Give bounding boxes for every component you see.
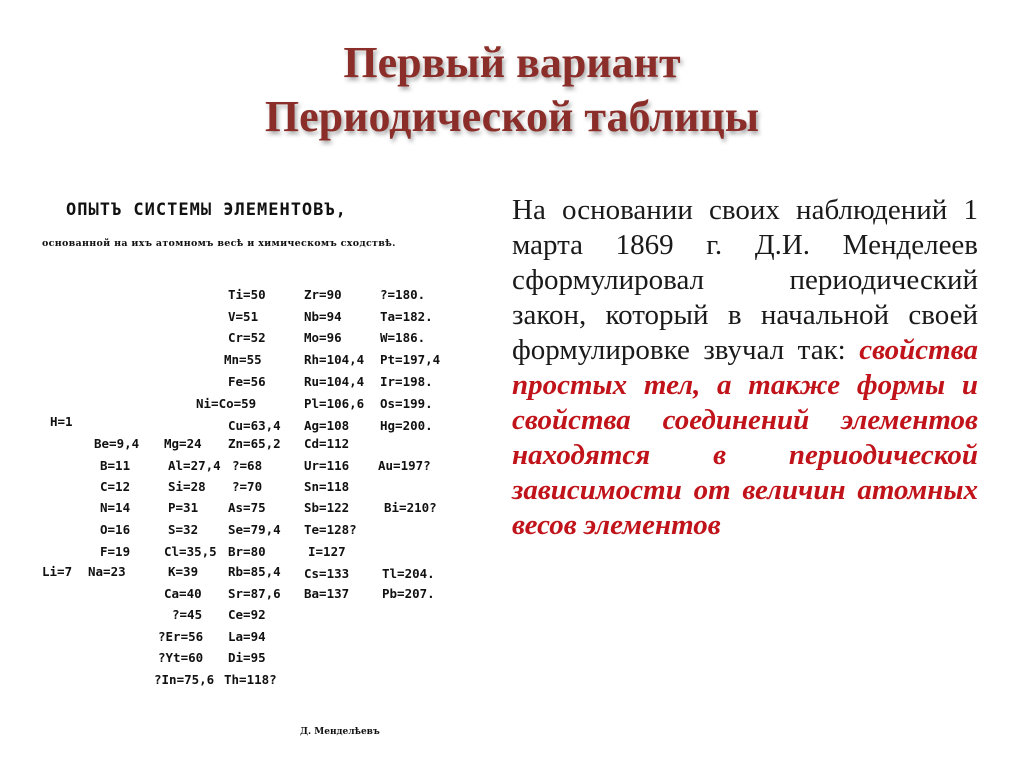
table-cell: O=16 [100, 522, 131, 537]
table-cell: As=75 [228, 500, 266, 515]
table-cell: Nb=94 [304, 309, 342, 324]
table-signature: Д. Менделѣевъ [300, 727, 380, 737]
table-cell: Tl=204. [382, 566, 435, 581]
table-cell: Te=128? [304, 522, 357, 537]
table-cell: Mg=24 [164, 436, 202, 451]
table-cell: Br=80 [228, 544, 266, 559]
table-cell: Fe=56 [228, 374, 266, 389]
table-cell: Cr=52 [228, 330, 266, 345]
table-cell: Pb=207. [382, 586, 435, 601]
table-cell: La=94 [228, 629, 266, 644]
table-cell: P=31 [168, 500, 199, 515]
table-cell: ?=70 [232, 479, 263, 494]
table-cell: W=186. [380, 330, 426, 345]
body-text-highlight: свойства простых тел, а также формы и свойства соединений элементов находятся в периодической зависимости от величин атомных весов элементов [512, 334, 978, 541]
table-cell: C=12 [100, 479, 131, 494]
table-cell: ?Yt=60 [158, 650, 204, 665]
table-cell: Au=197? [378, 458, 431, 473]
title-line-2: Периодической таблицы [264, 92, 760, 141]
table-cell: Ce=92 [228, 607, 266, 622]
table-cell: S=32 [168, 522, 199, 537]
table-cell: Mo=96 [304, 330, 342, 345]
table-cell: Ru=104,4 [304, 374, 365, 389]
table-heading: ОПЫТЪ СИСТЕМЫ ЭЛЕМЕНТОВЪ, [66, 200, 347, 220]
table-cell: H=1 [50, 414, 73, 429]
table-cell: Ti=50 [228, 287, 266, 302]
table-cell: N=14 [100, 500, 131, 515]
table-cell: Zn=65,2 [228, 436, 281, 451]
table-cell: Hg=200. [380, 418, 433, 433]
table-cell: I=127 [308, 544, 346, 559]
table-cell: Di=95 [228, 650, 266, 665]
table-cell: Be=9,4 [94, 436, 140, 451]
table-cell: ?In=75,6 [154, 672, 215, 687]
table-cell: Bi=210? [384, 500, 437, 515]
table-cell: Rh=104,4 [304, 352, 365, 367]
table-cell: Cs=133 [304, 566, 350, 581]
body-text [512, 193, 978, 543]
table-cell: Ba=137 [304, 586, 350, 601]
table-cell: Os=199. [380, 396, 433, 411]
table-cell: Cl=35,5 [164, 544, 217, 559]
table-cell: Si=28 [168, 479, 206, 494]
table-cell: F=19 [100, 544, 131, 559]
table-cell: Cu=63,4 [228, 418, 281, 433]
title-line-1: Первый вариант [343, 38, 681, 87]
mendeleev-table-scan [36, 188, 476, 758]
table-cell: Al=27,4 [168, 458, 221, 473]
table-cell: ?=180. [380, 287, 426, 302]
table-cell: Zr=90 [304, 287, 342, 302]
table-cell: ?Er=56 [158, 629, 204, 644]
table-cell: Li=7 [42, 564, 73, 579]
table-cell: Mn=55 [224, 352, 262, 367]
table-cell: Ca=40 [164, 586, 202, 601]
table-cell: B=11 [100, 458, 131, 473]
table-cell: Sr=87,6 [228, 586, 281, 601]
body-text-plain: На основании своих наблюдений 1 марта 1869 г. Д.И. Менделеев сформулировал периодический закон, который в начальной своей формулировке звучал так: [512, 194, 978, 366]
table-cell: Na=23 [88, 564, 126, 579]
table-cell: Pt=197,4 [380, 352, 441, 367]
table-cell: Ir=198. [380, 374, 433, 389]
table-subheading: основанной на ихъ атомномъ весѣ и химическомъ сходствѣ. [42, 238, 396, 249]
slide-title [0, 36, 1024, 144]
table-cell: Cd=112 [304, 436, 350, 451]
table-cell: Se=79,4 [228, 522, 281, 537]
table-cell: ?=68 [232, 458, 263, 473]
table-cell: Ur=116 [304, 458, 350, 473]
table-cell: Ta=182. [380, 309, 433, 324]
table-cell: Rb=85,4 [228, 564, 281, 579]
table-cell: Th=118? [224, 672, 277, 687]
table-cell: Ag=108 [304, 418, 350, 433]
table-cell: V=51 [228, 309, 259, 324]
table-cell: K=39 [168, 564, 199, 579]
table-cell: Sb=122 [304, 500, 350, 515]
table-cell: Sn=118 [304, 479, 350, 494]
table-cell: Ni=Co=59 [196, 396, 257, 411]
table-cell: ?=45 [172, 607, 203, 622]
table-cell: Pl=106,6 [304, 396, 365, 411]
